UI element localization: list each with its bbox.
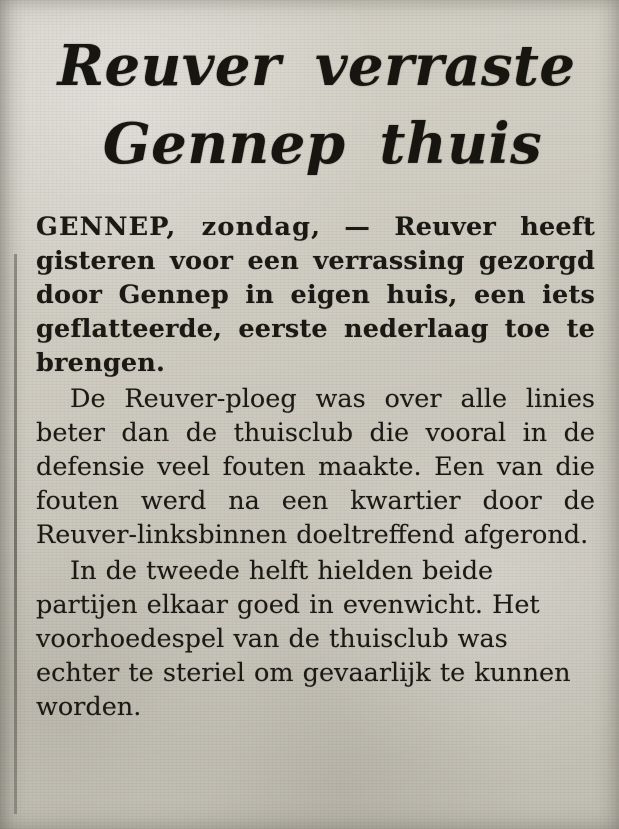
headline-line-2: Gennep thuis — [102, 111, 543, 177]
paragraph-3: In de tweede helft hielden beide partijen elkaar goed in evenwicht. Het voorhoedespel van de thuisclub was echter te steriel om gevaarlijk te kunnen worden. — [36, 556, 571, 722]
article-body — [28, 210, 599, 724]
dateline-dash: — — [344, 212, 371, 242]
dateline-comma: , — [311, 212, 345, 242]
lead-paragraph-text: Reuver heeft gisteren voor een verrassing gezorgd door Gennep in eigen huis, een iets geflatteerde, eerste nederlaag toe te brengen. — [36, 212, 595, 378]
dateline: GENNEP, zondag — [36, 212, 312, 242]
headline-line-1: Reuver verraste — [57, 33, 576, 99]
paragraph-2: De Reuver-ploeg was over alle linies beter dan de thuisclub die vooral in de defensie veel fouten maakte. Een van die fouten werd na een kwartier door de Reuver-linksbinnen doeltreffend afgerond. — [36, 384, 595, 550]
lead-paragraph — [36, 210, 595, 380]
